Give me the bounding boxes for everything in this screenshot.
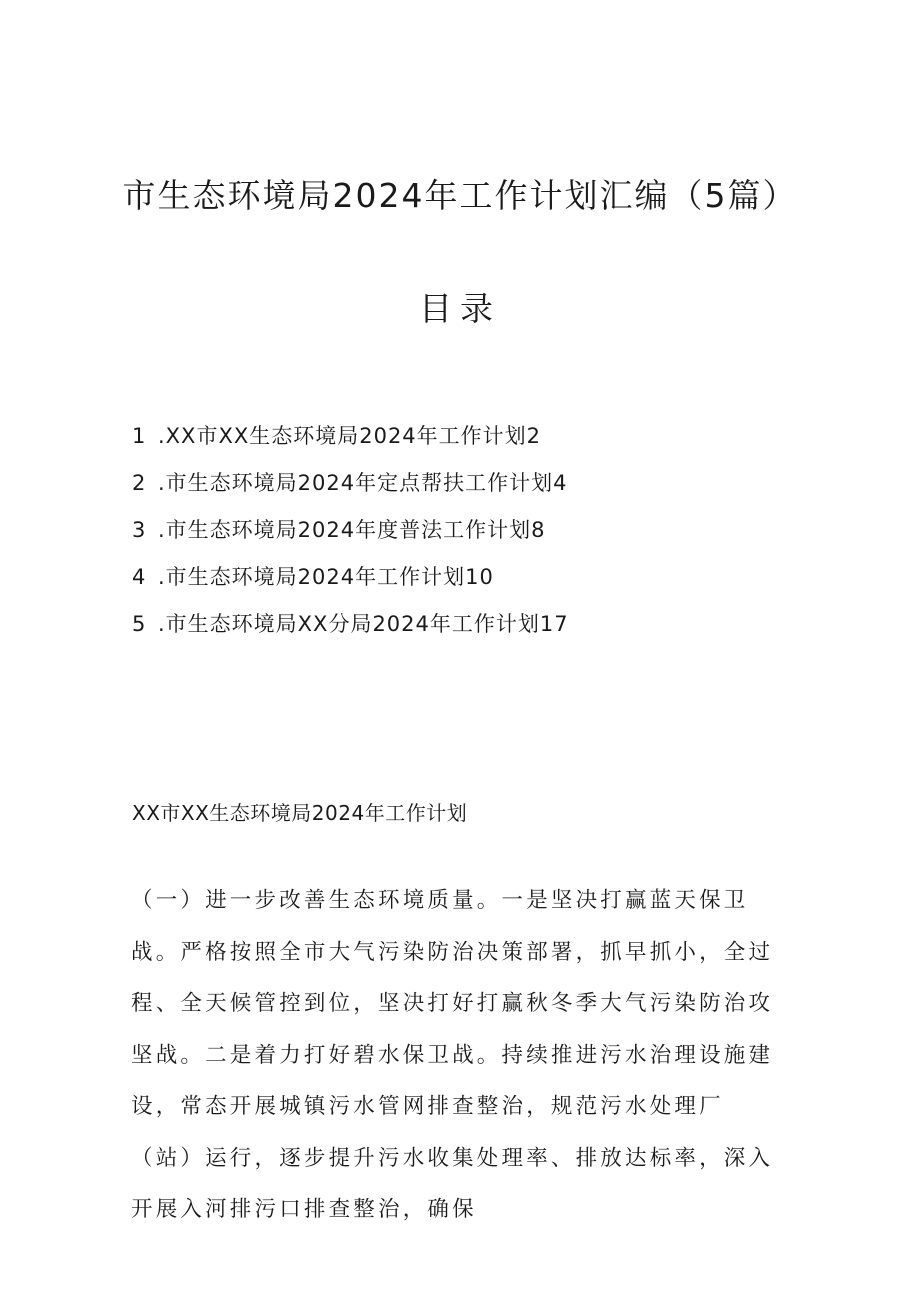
toc-item[interactable] <box>132 418 569 465</box>
toc-item[interactable] <box>132 606 569 653</box>
toc-item-number: 2 <box>132 471 147 495</box>
toc-item-number: 5 <box>132 612 147 636</box>
toc-item[interactable] <box>132 559 569 606</box>
toc-item[interactable] <box>132 512 569 559</box>
table-of-contents <box>132 418 569 653</box>
section-title: XX市XX生态环境局2024年工作计划 <box>132 801 468 825</box>
toc-item-text: .XX市XX生态环境局2024年工作计划2 <box>158 424 542 448</box>
toc-item-text: .市生态环境局XX分局2024年工作计划17 <box>158 612 569 636</box>
document-title: 市生态环境局2024年工作计划汇编（5篇） <box>122 176 798 215</box>
toc-item-number: 1 <box>132 424 147 448</box>
toc-heading: 目录 <box>419 289 501 328</box>
toc-item-number: 3 <box>132 518 147 542</box>
toc-item-number: 4 <box>132 565 147 589</box>
body-paragraph: （一）进一步改善生态环境质量。一是坚决打赢蓝天保卫战。严格按照全市大气污染防治决策部署，抓早抓小，全过程、全天候管控到位，坚决打好打赢秋冬季大气污染防治攻坚战。二是着力打好碧水保卫战。持续推进污水治理设施建设，常态开展城镇污水管网排查整治，规范污水处理厂（站）运行，逐步提升污水收集处理率、排放达标率，深入开展入河排污口排查整治，确保 <box>131 888 774 1222</box>
toc-item-text: .市生态环境局2024年度普法工作计划8 <box>158 518 546 542</box>
toc-item-text: .市生态环境局2024年定点帮扶工作计划4 <box>158 471 568 495</box>
toc-item-text: .市生态环境局2024年工作计划10 <box>158 565 494 589</box>
toc-item[interactable] <box>132 465 569 512</box>
